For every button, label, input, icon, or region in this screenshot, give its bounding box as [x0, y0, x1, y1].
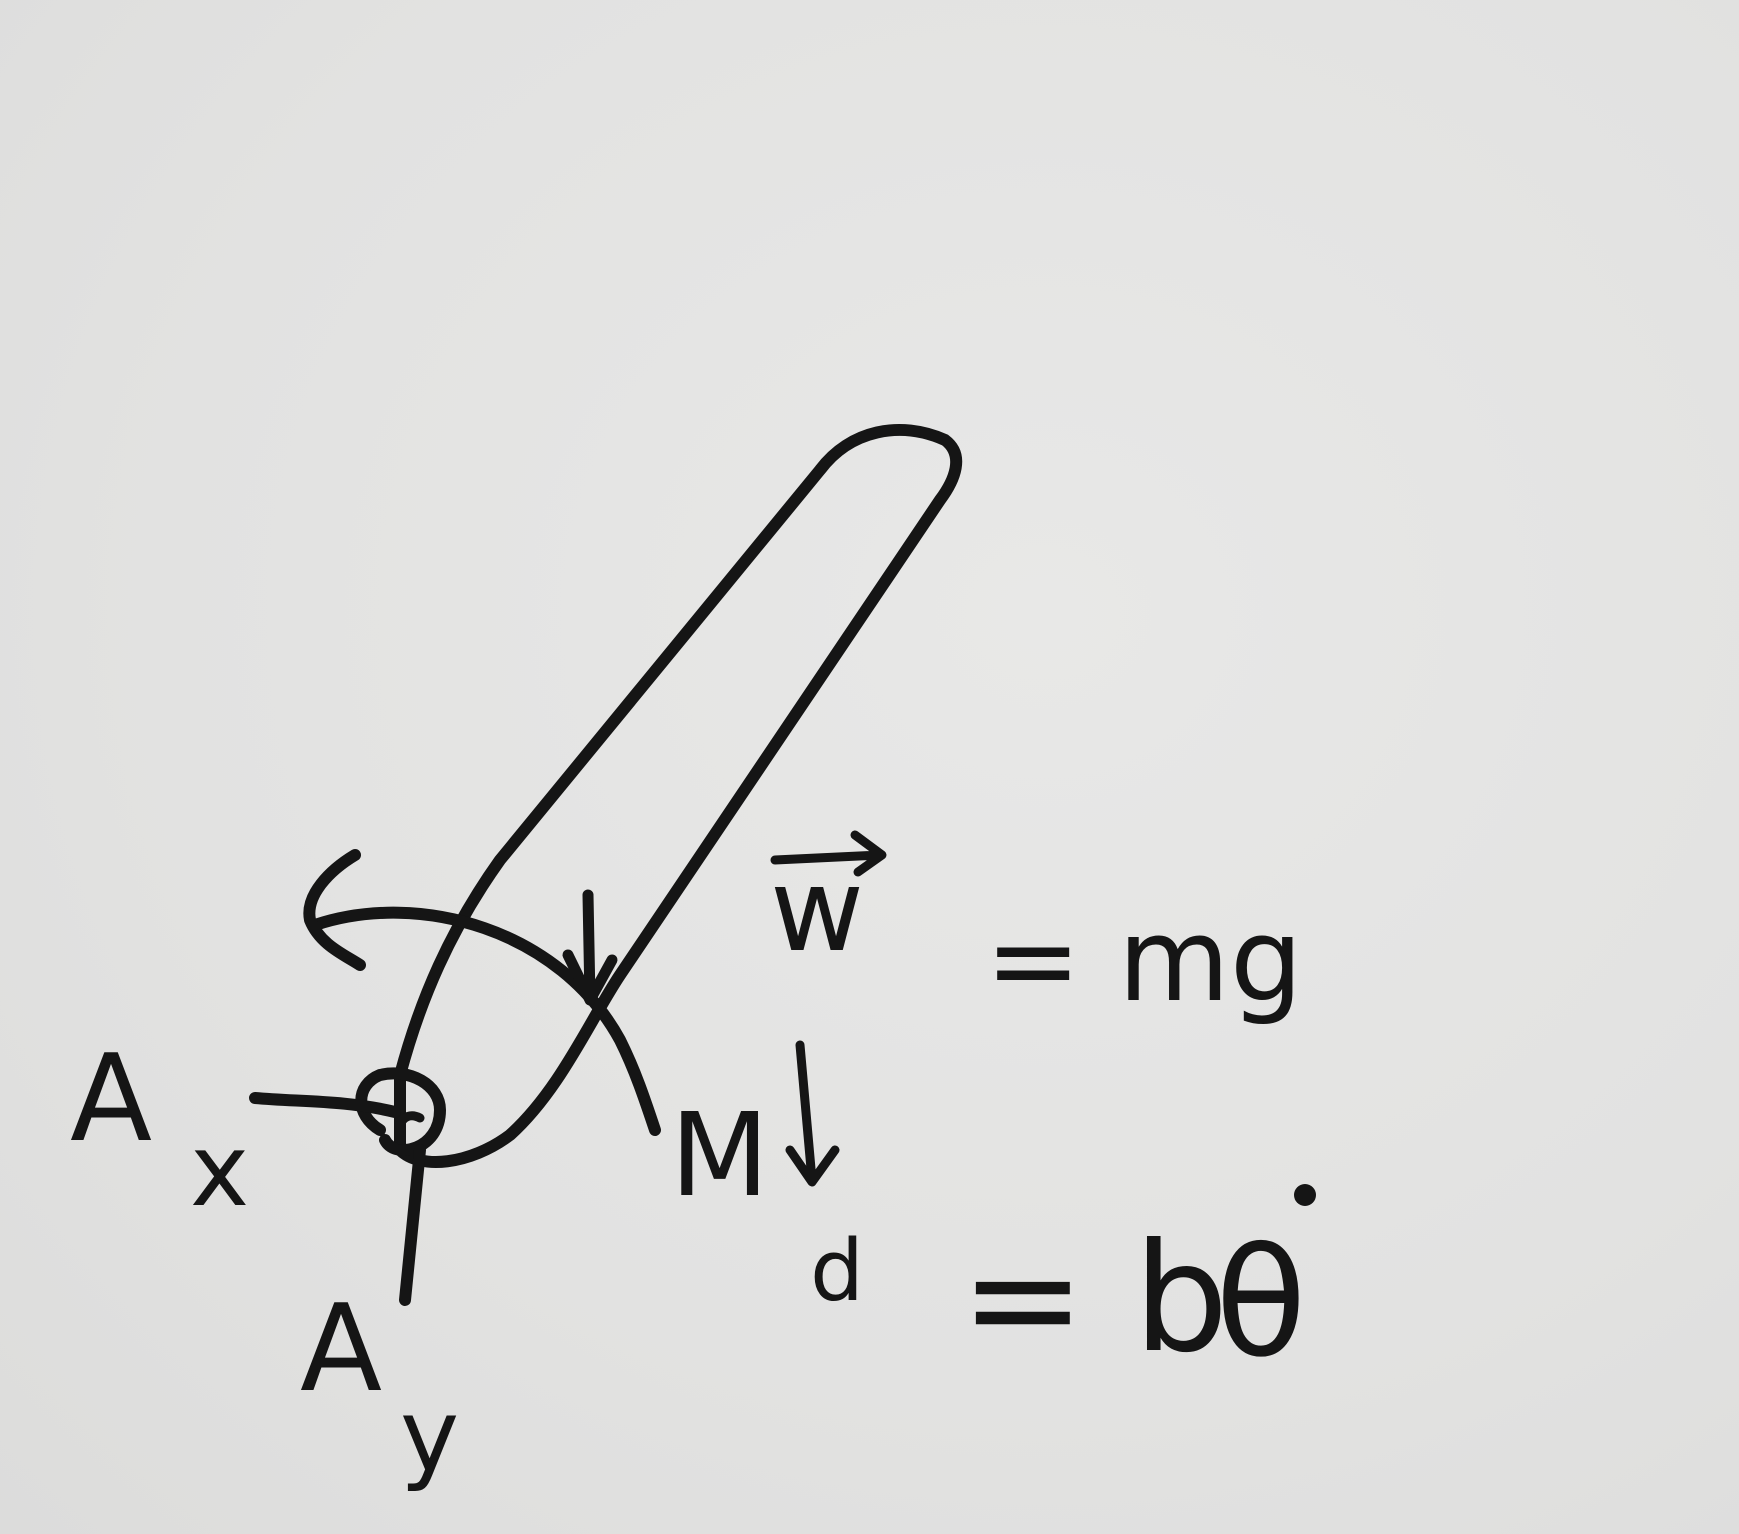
rod-body — [400, 430, 956, 1162]
ax-letter: A — [70, 1030, 153, 1169]
pivot-pin-inner — [399, 1116, 420, 1140]
theta-symbol: θ — [1215, 1217, 1307, 1391]
ay-force-line — [405, 1150, 420, 1300]
ax-label — [70, 1030, 249, 1229]
theta-dot-icon — [1294, 1184, 1316, 1206]
ax-subscript: x — [190, 1112, 250, 1229]
damping-subscript: d — [810, 1222, 864, 1321]
damping-equation: = b — [960, 1212, 1229, 1386]
weight-label — [770, 835, 1303, 1028]
damping-vector-arrow-icon — [790, 1045, 835, 1182]
ay-letter: A — [300, 1280, 383, 1419]
ay-label — [300, 1280, 459, 1494]
ax-force-line — [255, 1098, 395, 1112]
damping-moment-label — [670, 1045, 1316, 1391]
weight-symbol: w — [770, 844, 865, 978]
weight-equation: = mg — [985, 894, 1303, 1028]
damping-symbol: M — [670, 1089, 770, 1223]
ay-subscript: y — [400, 1377, 460, 1494]
